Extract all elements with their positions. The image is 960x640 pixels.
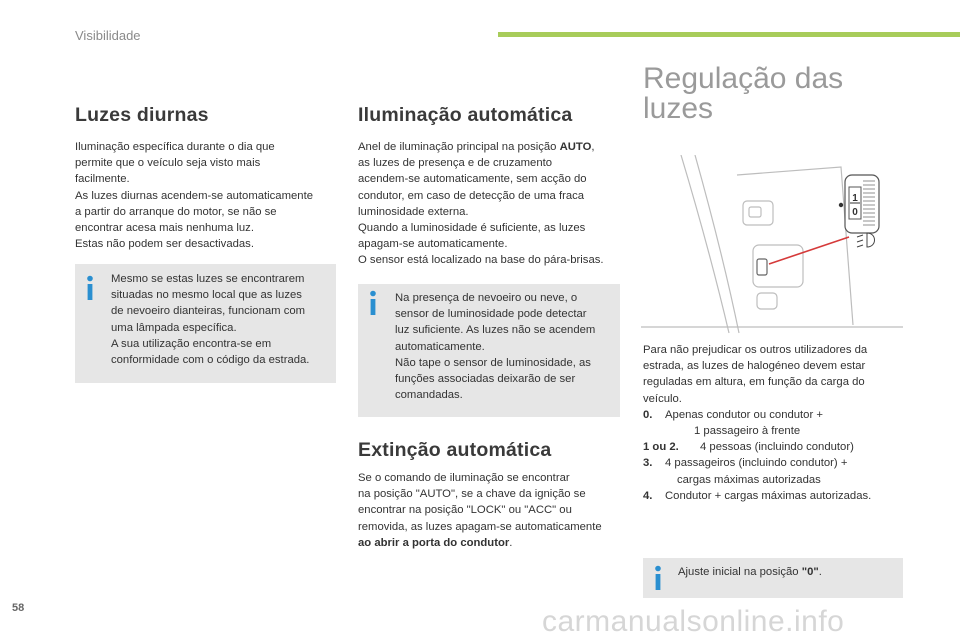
text-line: as luzes de presença e de cruzamento <box>358 157 553 170</box>
text-line: facilmente. <box>75 173 130 186</box>
info-box-initial <box>643 558 903 598</box>
info-text-fog <box>395 290 619 403</box>
page-number: 58 <box>12 602 25 614</box>
text-line: situadas no mesmo local que as luzes <box>111 289 302 302</box>
wheel-label-0: 0 <box>852 207 858 218</box>
text-line: reguladas em altura, em função da carga do <box>643 376 865 389</box>
info-box-daytime <box>75 264 336 383</box>
text-line: Na presença de nevoeiro ou neve, o <box>395 292 578 304</box>
text-line: Não tape o sensor de luminosidade, as <box>395 356 591 369</box>
text-line: estrada, as luzes de halogéneo devem estar <box>643 360 866 373</box>
text-line: encontrar acesa mais nenhuma luz. <box>75 222 254 235</box>
auto-lighting-text <box>358 139 628 269</box>
list-key: 0. <box>643 408 653 421</box>
text-run: . <box>818 566 822 578</box>
text-line: encontrar na posição "LOCK" ou "ACC" ou <box>358 504 572 517</box>
title-line: Regulação das <box>643 62 844 95</box>
text-run: Ajuste inicial na posição <box>678 566 802 578</box>
text-run: . <box>509 536 513 549</box>
info-box-fog <box>358 284 620 417</box>
auto-off-text <box>358 470 628 551</box>
watermark: carmanualsonline.info <box>542 605 845 638</box>
text-line: condutor, em caso de detecção de uma fraca <box>358 189 585 202</box>
list-item <box>643 439 913 455</box>
text-line: Para não prejudicar os outros utilizadores da <box>643 344 868 356</box>
list-key: 1 ou 2. <box>643 441 679 454</box>
text-line <box>358 535 628 551</box>
text-line: apagam-se automaticamente. <box>358 238 508 251</box>
auto-lighting-heading: Iluminação automática <box>358 104 573 126</box>
text-line: removida, as luzes apagam-se automaticamente <box>358 520 602 533</box>
text-line: permite que o veículo seja visto mais <box>75 157 261 170</box>
text-line: a partir do arranque do motor, se não se <box>75 205 277 218</box>
text-line: Quando a luminosidade é suficiente, as luzes <box>358 222 586 235</box>
auto-off-heading: Extinção automática <box>358 439 552 461</box>
info-icon <box>367 290 379 316</box>
list-item <box>643 407 913 423</box>
list-key: 3. <box>643 457 653 470</box>
text-line: veículo. <box>643 392 682 405</box>
driver-door-emphasis: ao abrir a porta do condutor <box>358 536 510 549</box>
headlamp-icon <box>857 233 875 247</box>
info-text-daytime <box>111 271 333 368</box>
text-line: funções associadas deixarão de ser <box>395 373 576 386</box>
text-line: luminosidade externa. <box>358 205 469 218</box>
list-continuation: 1 passageiro à frente <box>694 425 801 438</box>
text-line: luz suficiente. As luzes não se acendem <box>395 324 596 337</box>
info-text-initial <box>678 564 900 580</box>
info-icon <box>84 275 96 301</box>
text-line: Estas não podem ser desactivadas. <box>75 238 254 251</box>
section-title: Visibilidade <box>75 28 141 43</box>
text-line: As luzes diurnas acendem-se automaticamente <box>75 189 313 202</box>
text-line: na posição "AUTO", se a chave da ignição se <box>358 488 586 501</box>
list-key: 4. <box>643 489 653 502</box>
wheel-label-1: 1 <box>852 193 858 204</box>
list-item <box>643 455 913 471</box>
text-line: Se o comando de iluminação se encontrar <box>358 472 570 484</box>
list-text: Apenas condutor ou condutor + <box>665 408 823 421</box>
text-line: Mesmo se estas luzes se encontrarem <box>111 273 305 285</box>
headlamp-adjust-title <box>643 64 843 124</box>
headlamp-adjust-intro <box>643 342 913 504</box>
text-line <box>358 139 628 155</box>
list-text: Condutor + cargas máximas autorizadas. <box>665 489 872 502</box>
list-text: 4 passageiros (incluindo condutor) + <box>665 457 848 470</box>
text-line: automaticamente. <box>395 340 485 353</box>
text-line: conformidade com o código da estrada. <box>111 354 310 367</box>
text-line: Iluminação específica durante o dia que <box>75 141 275 153</box>
title-line: luzes <box>643 92 714 125</box>
text-line <box>678 564 900 580</box>
text-line: uma lâmpada específica. <box>111 321 237 334</box>
position-zero: "0" <box>801 566 819 578</box>
list-item <box>643 488 913 504</box>
list-continuation: cargas máximas autorizadas <box>677 473 821 486</box>
headlamp-adjuster-illustration <box>641 155 903 335</box>
list-text: 4 pessoas (incluindo condutor) <box>700 441 854 454</box>
text-line: A sua utilização encontra-se em <box>111 337 272 350</box>
auto-keyword: AUTO <box>559 141 592 153</box>
text-run: , <box>591 141 595 153</box>
header-accent-bar <box>498 32 960 37</box>
daytime-lights-text <box>75 139 345 252</box>
text-line: acendem-se automaticamente, sem acção do <box>358 173 587 186</box>
text-line: de nevoeiro dianteiras, funcionam com <box>111 305 306 318</box>
text-line: sensor de luminosidade pode detectar <box>395 308 587 321</box>
text-line: comandadas. <box>395 389 463 402</box>
daytime-lights-heading: Luzes diurnas <box>75 104 209 126</box>
text-run: Anel de iluminação principal na posição <box>358 141 560 153</box>
text-line: O sensor está localizado na base do pára-brisas. <box>358 254 604 267</box>
info-icon <box>652 565 664 591</box>
